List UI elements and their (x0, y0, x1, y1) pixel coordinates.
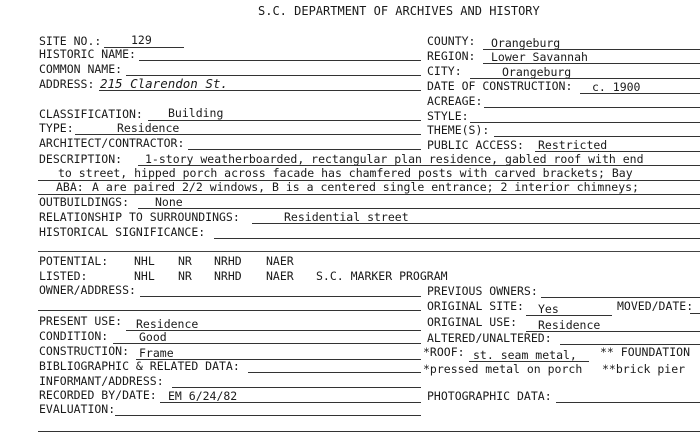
listed-option-nr[interactable]: NR (178, 269, 192, 283)
theme-line (494, 136, 700, 137)
public-access-value: Restricted (538, 138, 608, 152)
relationship-line (252, 223, 700, 224)
sc-marker-program[interactable]: S.C. MARKER PROGRAM (316, 269, 448, 283)
description-line1: 1-story weatherboarded, rectangular plan residence, gabled roof with end (145, 152, 644, 166)
altered-label: ALTERED/UNALTERED: (427, 331, 552, 345)
condition-label: CONDITION: (39, 329, 109, 343)
roof-note: *pressed metal on porch (423, 362, 583, 376)
original-use-value: Residence (538, 318, 601, 332)
acreage-line (484, 107, 700, 108)
address-label: ADDRESS: (39, 77, 95, 91)
city-label: CITY: (427, 64, 462, 78)
informant-label: INFORMANT/ADDRESS: (39, 374, 164, 388)
bibliographic-label: BIBLIOGRAPHIC & RELATED DATA: (39, 359, 240, 373)
city-value: Orangeburg (502, 65, 572, 79)
region-label: REGION: (427, 49, 476, 63)
roof-label: *ROOF: (423, 345, 465, 359)
original-site-value: Yes (538, 302, 559, 316)
evaluation-label: EVALUATION: (39, 402, 116, 416)
address-value: 215 Clarendon St. (100, 76, 228, 91)
classification-line (148, 120, 421, 121)
condition-value: Good (139, 330, 167, 344)
potential-option-nhl[interactable]: NHL (134, 254, 155, 268)
historical-significance-line (214, 238, 700, 239)
informant-line (172, 387, 421, 388)
owner-line-2 (38, 310, 421, 311)
site-no-value: 129 (131, 33, 152, 47)
region-value: Lower Savannah (491, 50, 588, 64)
description-line3: A are paired 2/2 windows, B is a centered single entrance; 2 interior chimneys; (92, 180, 639, 194)
historic-name-line (139, 60, 421, 61)
bottom-rule (38, 431, 700, 432)
listed-label: LISTED: (39, 269, 88, 283)
architect-label: ARCHITECT/CONTRACTOR: (39, 136, 185, 150)
region-line (483, 63, 700, 64)
recorded-by-label: RECORDED BY/DATE: (39, 388, 157, 402)
construction-value: Frame (139, 346, 174, 360)
roof-value: st. seam metal, (473, 348, 577, 362)
outbuildings-label: OUTBUILDINGS: (39, 195, 130, 209)
historical-significance-label: HISTORICAL SIGNIFICANCE: (39, 225, 206, 239)
recorded-by-value: EM 6/24/82 (168, 389, 238, 403)
section-divider (38, 251, 700, 252)
recorded-by-line (160, 402, 421, 403)
owner-label: OWNER/ADDRESS: (39, 283, 136, 297)
owner-line (140, 296, 421, 297)
county-label: COUNTY: (427, 34, 476, 48)
photographic-label: PHOTOGRAPHIC DATA: (427, 389, 552, 403)
classification-label: CLASSIFICATION: (39, 107, 143, 121)
date-construction-value: c. 1900 (592, 80, 641, 94)
outbuildings-value: None (155, 195, 183, 209)
original-site-label: ORIGINAL SITE: (427, 299, 524, 313)
present-use-value: Residence (136, 317, 199, 331)
description-aba-prefix: ABA: (56, 180, 84, 194)
condition-line (113, 343, 421, 344)
common-name-label: COMMON NAME: (39, 62, 123, 76)
photographic-line (556, 402, 700, 403)
moved-date-label: MOVED/DATE: (617, 299, 694, 313)
date-construction-line (580, 93, 700, 94)
address-line (99, 90, 421, 91)
type-label: TYPE: (39, 121, 74, 135)
outbuildings-line (138, 208, 700, 209)
previous-owners-line (541, 297, 700, 298)
style-label: STYLE: (427, 109, 469, 123)
listed-option-naer[interactable]: NAER (266, 269, 294, 283)
moved-date-line (690, 313, 700, 314)
type-line (75, 134, 421, 135)
potential-option-nr[interactable]: NR (178, 254, 192, 268)
historic-name-label: HISTORIC NAME: (39, 47, 136, 61)
listed-option-nhl[interactable]: NHL (134, 269, 155, 283)
style-line (470, 122, 700, 123)
potential-option-nrhd[interactable]: NRHD (214, 254, 242, 268)
present-use-label: PRESENT USE: (39, 314, 123, 328)
bibliographic-line (248, 372, 421, 373)
previous-owners-label: PREVIOUS OWNERS: (427, 284, 538, 298)
evaluation-line (115, 415, 421, 416)
potential-label: POTENTIAL: (39, 254, 109, 268)
potential-option-naer[interactable]: NAER (266, 254, 294, 268)
county-value: Orangeburg (491, 36, 561, 50)
foundation-label: ** FOUNDATION (600, 345, 691, 359)
construction-label: CONSTRUCTION: (39, 344, 130, 358)
site-no-label: SITE NO.: (39, 34, 102, 48)
relationship-value: Residential street (284, 210, 409, 224)
date-construction-label: DATE OF CONSTRUCTION: (427, 79, 573, 93)
present-use-line (126, 330, 421, 331)
description-line2: to street, hipped porch across facade has chamfered posts with carved brackets; Bay (58, 166, 633, 180)
original-use-line (526, 331, 700, 332)
description-label: DESCRIPTION: (39, 152, 123, 166)
type-value: Residence (117, 121, 180, 135)
foundation-value: **brick pier (602, 362, 686, 376)
acreage-label: ACREAGE: (427, 94, 483, 108)
theme-label: THEME(S): (427, 123, 490, 137)
public-access-label: PUBLIC ACCESS: (427, 138, 524, 152)
relationship-label: RELATIONSHIP TO SURROUNDINGS: (39, 210, 240, 224)
description-underline3 (38, 194, 700, 195)
page-title: S.C. DEPARTMENT OF ARCHIVES AND HISTORY (258, 4, 540, 18)
original-site-line (526, 315, 612, 316)
listed-option-nrhd[interactable]: NRHD (214, 269, 242, 283)
original-use-label: ORIGINAL USE: (427, 315, 518, 329)
classification-value: Building (168, 106, 224, 120)
architect-line (188, 149, 421, 150)
